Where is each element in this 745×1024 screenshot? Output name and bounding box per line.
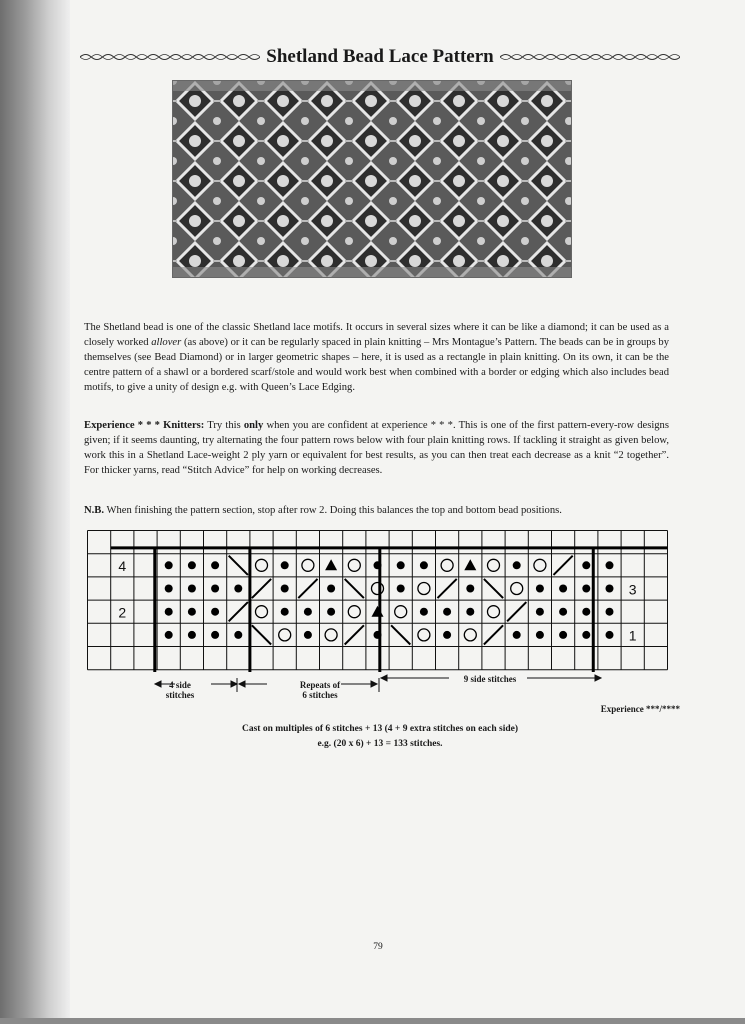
nb-lead: N.B. <box>84 505 105 516</box>
cast-on-instructions <box>150 722 610 752</box>
left-flourish-icon <box>80 52 260 62</box>
chart-stitch-symbol <box>536 608 544 616</box>
chart-stitch-symbol <box>372 606 384 617</box>
chart-stitch-symbol <box>304 608 312 616</box>
book-gutter-shadow <box>0 0 70 1024</box>
chart-stitch-symbol <box>348 559 360 571</box>
chart-stitch-symbol <box>441 559 453 571</box>
experience-text-2: when you are confident at experience * * *. This is one of the first pattern-every-row designs given; if it seems daunting, try alternating the four pattern rows below with four plain knitting rows. If tackling it straight as given below, work this in a Shetland Lace-weight 2 ply yarn or equivalent for best results, as you can then treat each decrease as a knit “2 together”. For thicker yarns, read “Stitch Advice” for help on working decreases. <box>84 420 669 476</box>
chart-stitch-symbol <box>582 561 590 569</box>
chart-stitch-symbol <box>559 631 567 639</box>
chart-stitch-symbol <box>229 602 248 621</box>
chart-stitch-symbol <box>507 602 526 621</box>
chart-stitch-symbol <box>281 608 289 616</box>
right-flourish-icon <box>500 52 680 62</box>
chart-arrows <box>87 672 671 702</box>
knitting-chart <box>87 530 671 672</box>
row-label: 1 <box>628 627 637 644</box>
side9-text: 9 side stitches <box>463 674 517 684</box>
chart-stitch-symbol <box>606 631 614 639</box>
nb-paragraph <box>84 503 669 518</box>
chart-stitch-symbol <box>281 585 289 593</box>
row-label: 4 <box>118 558 127 575</box>
intro-paragraph <box>84 320 669 395</box>
chart-stitch-symbol <box>327 608 335 616</box>
chart-stitch-symbol <box>464 629 476 641</box>
chart-stitch-symbol <box>484 579 503 598</box>
chart-stitch-symbol <box>211 561 219 569</box>
chart-stitch-symbol <box>165 561 173 569</box>
chart-stitch-symbol <box>536 631 544 639</box>
chart-stitch-symbol <box>397 561 405 569</box>
chart-stitch-symbol <box>302 559 314 571</box>
experience-rating: Experience ***/**** <box>600 704 680 714</box>
chart-stitch-symbol <box>513 561 521 569</box>
chart-stitch-symbol <box>327 585 335 593</box>
chart-stitch-symbol <box>484 625 503 644</box>
chart-stitch-symbol <box>211 585 219 593</box>
cast-on-line2: e.g. (20 x 6) + 13 = 133 stitches. <box>317 739 443 749</box>
chart-stitch-symbol <box>488 559 500 571</box>
chart-stitch-symbol <box>606 585 614 593</box>
repeats-line2: 6 stitches <box>302 690 338 700</box>
repeats-line1: Repeats of <box>299 680 341 690</box>
intro-italic: allover <box>151 337 182 348</box>
chart-stitch-symbol <box>325 629 337 641</box>
chart-stitch-symbol <box>229 556 248 575</box>
title-row <box>80 42 680 72</box>
chart-stitch-symbol <box>395 606 407 618</box>
chart-stitch-symbol <box>256 606 268 618</box>
chart-stitch-symbol <box>325 559 337 570</box>
nb-text: When finishing the pattern section, stop after row 2. Doing this balances the top and bottom bead positions. <box>104 505 562 516</box>
chart-stitch-symbol <box>256 559 268 571</box>
row-label: 3 <box>628 581 637 598</box>
chart-stitch-symbol <box>397 585 405 593</box>
chart-stitch-symbol <box>165 608 173 616</box>
cast-on-line1: Cast on multiples of 6 stitches + 13 (4 + 9 extra stitches on each side) <box>241 724 518 734</box>
chart-stitch-symbol <box>443 631 451 639</box>
lace-swatch-photo <box>172 80 572 278</box>
chart-stitch-symbol <box>559 585 567 593</box>
chart-stitch-symbol <box>165 585 173 593</box>
chart-stitch-symbol <box>279 629 291 641</box>
chart-stitch-symbol <box>606 561 614 569</box>
side4-line1: 4 side <box>169 680 191 690</box>
experience-paragraph <box>84 418 669 478</box>
chart-stitch-symbol <box>188 585 196 593</box>
chart-stitch-symbol <box>582 631 590 639</box>
chart-stitch-symbol <box>466 608 474 616</box>
chart-stitch-symbol <box>211 631 219 639</box>
book-page <box>70 0 745 1024</box>
chart-stitch-symbol <box>234 585 242 593</box>
chart-stitch-symbol <box>420 608 428 616</box>
chart-stitch-symbol <box>188 608 196 616</box>
chart-stitch-symbol <box>304 631 312 639</box>
chart-stitch-symbol <box>582 608 590 616</box>
intro-text-1: The Shetland bead is one of the classic Shetland lace motifs. It occurs in several sizes where it can be like a diamond; it can be used as a closely worked <box>84 322 669 348</box>
chart-stitch-symbol <box>559 608 567 616</box>
chart-stitch-symbol <box>252 625 271 644</box>
chart-stitch-symbol <box>374 561 382 569</box>
chart-stitch-symbol <box>606 608 614 616</box>
chart-stitch-symbol <box>536 585 544 593</box>
chart-stitch-symbol <box>443 608 451 616</box>
chart-stitch-symbol <box>554 556 573 575</box>
chart-stitch-symbol <box>281 561 289 569</box>
chart-stitch-symbol <box>513 631 521 639</box>
chart-stitch-symbol <box>534 559 546 571</box>
chart-stitch-symbol <box>466 585 474 593</box>
chart-stitch-symbol <box>464 559 476 570</box>
page-title: Shetland Bead Lace Pattern <box>266 46 494 67</box>
chart-stitch-symbol <box>418 629 430 641</box>
chart-stitch-symbol <box>252 579 271 598</box>
chart-stitch-symbol <box>345 579 364 598</box>
chart-stitch-symbol <box>348 606 360 618</box>
chart-stitch-symbol <box>391 625 410 644</box>
chart-stitch-symbol <box>420 561 428 569</box>
chart-stitch-symbol <box>165 631 173 639</box>
chart-stitch-symbol <box>298 579 317 598</box>
chart-stitch-symbol <box>582 585 590 593</box>
chart-stitch-symbol <box>188 631 196 639</box>
chart-stitch-symbol <box>438 579 457 598</box>
row-label: 2 <box>118 604 127 621</box>
chart-stitch-symbol <box>188 561 196 569</box>
page-number: 79 <box>373 942 383 952</box>
chart-stitch-symbol <box>488 606 500 618</box>
chart-stitch-symbol <box>234 631 242 639</box>
experience-text-1: Try this <box>204 420 244 431</box>
chart-stitch-symbol <box>345 625 364 644</box>
side4-line2: stitches <box>165 690 195 700</box>
intro-text-2: (as above) or it can be regularly spaced in plain knitting – Mrs Montague’s Pattern. The beads can be in groups by themselves (see Bead Diamond) or in larger geometric shapes – here, it is used as a rectangle in plain knitting. On its own, it can be the centre pattern of a shawl or a bordered scarf/stole and would work best when combined with a border or edging which also includes bead motifs, to give a unity of design e.g. with Queen’s Lace Edging. <box>84 337 670 393</box>
chart-stitch-symbol <box>511 583 523 595</box>
chart-stitch-symbol <box>211 608 219 616</box>
experience-lead: Experience * * * Knitters: <box>84 420 205 431</box>
experience-only: only <box>243 420 264 431</box>
chart-stitch-symbol <box>374 631 382 639</box>
chart-stitch-symbol <box>418 583 430 595</box>
chart-stitch-symbol <box>372 583 384 595</box>
